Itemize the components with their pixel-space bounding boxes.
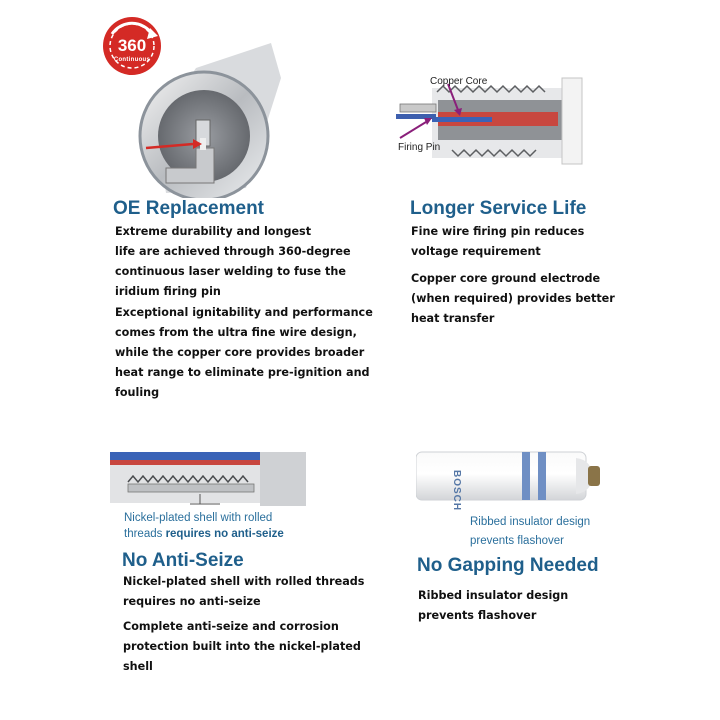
text-line: prevents flashover — [418, 609, 537, 622]
badge-text: Continuous — [113, 57, 151, 63]
bosch-brand-text: BOSCH — [451, 470, 462, 512]
longer-service-life-body — [411, 222, 651, 329]
oe-replacement-body — [115, 222, 375, 403]
text-line: fouling — [115, 386, 160, 399]
text-line: continuous laser welding to fuse the — [115, 265, 346, 278]
text-line: (when required) provides better — [411, 292, 615, 305]
360-continuous-badge-icon — [100, 14, 164, 78]
longer-service-life-title: Longer Service Life — [410, 198, 587, 219]
caption-line: Ribbed insulator design — [470, 516, 591, 528]
text-line: Complete anti-seize and corrosion — [123, 620, 339, 633]
no-anti-seize-body — [123, 572, 383, 677]
text-line: heat transfer — [411, 312, 495, 325]
rolled-threads-caption — [124, 510, 284, 542]
text-line: while the copper core provides broader — [115, 346, 365, 359]
text-line: Extreme durability and longest — [115, 225, 312, 238]
copper-core-callout: Copper Core — [430, 76, 488, 87]
text-line: iridium firing pin — [115, 285, 221, 298]
ribbed-insulator-image — [416, 450, 602, 502]
caption-line: threads requires no anti-seize — [124, 528, 284, 540]
cutaway-image — [392, 70, 592, 170]
rolled-threads-image — [110, 452, 306, 506]
text-line: comes from the ultra fine wire design, — [115, 326, 357, 339]
text-line: Fine wire firing pin reduces — [411, 225, 585, 238]
firing-pin-callout: Firing Pin — [398, 142, 441, 153]
caption-line: Nickel-plated shell with rolled — [124, 512, 273, 524]
text-line: Ribbed insulator design — [418, 589, 569, 602]
no-gapping-needed-body — [418, 586, 638, 626]
caption-emphasis: requires no anti-seize — [165, 528, 284, 540]
text-line: voltage requirement — [411, 245, 541, 258]
text-line: Exceptional ignitability and performance — [115, 306, 373, 319]
text-line: shell — [123, 660, 153, 673]
no-gapping-needed-title: No Gapping Needed — [417, 555, 599, 576]
no-anti-seize-title: No Anti-Seize — [122, 550, 244, 571]
text-line: protection built into the nickel-plated — [123, 640, 361, 653]
text-line: requires no anti-seize — [123, 595, 261, 608]
text-line: Nickel-plated shell with rolled threads — [123, 575, 365, 588]
badge-number: 360 — [117, 36, 147, 55]
text-line: heat range to eliminate pre-ignition and — [115, 366, 370, 379]
caption-line: prevents flashover — [470, 535, 564, 547]
oe-replacement-title: OE Replacement — [113, 198, 264, 219]
ribbed-insulator-caption — [470, 514, 590, 549]
text-line: Copper core ground electrode — [411, 272, 601, 285]
text-line: life are achieved through 360-degree — [115, 245, 351, 258]
